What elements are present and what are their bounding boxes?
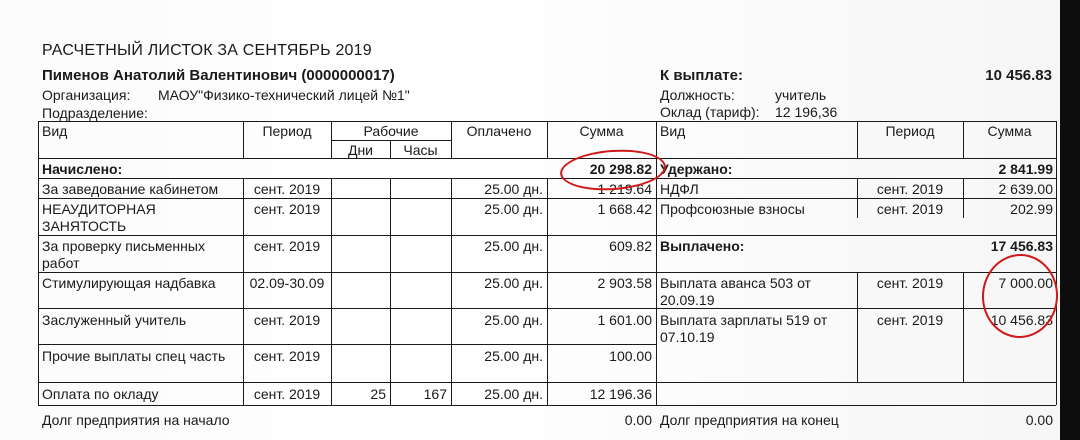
accrued-row-period: сент. 2019 [253,348,321,364]
accrued-row-sum: 1 668.42 [597,201,652,217]
accrued-total: 20 298.82 [589,161,652,177]
col-header-vid: Вид [42,123,68,139]
col-header-period-right: Период [885,123,935,139]
paid-out-row-vid-line2: 07.10.19 [660,329,715,345]
accrued-row-sum: 1 601.00 [597,312,652,328]
debt-start-value: 0.00 [624,412,652,428]
withheld-row-period: сент. 2019 [876,201,944,217]
accrued-row-paid: 25.00 дн. [484,348,543,364]
col-header-working: Рабочие [363,123,419,139]
accrued-row-paid: 25.00 дн. [484,386,543,402]
payslip-title: РАСЧЕТНЫЙ ЛИСТОК ЗА СЕНТЯБРЬ 2019 [42,42,372,59]
debt-start-label: Долг предприятия на начало [42,412,230,428]
col-header-sum-right: Сумма [987,123,1032,139]
col-header-period: Период [262,123,312,139]
accrued-row-vid: За заведование кабинетом [42,181,219,197]
organization-label: Организация: [42,87,131,103]
accrued-row-hours: 167 [423,386,447,402]
pay-amount-label: К выплате: [660,67,743,84]
paid-out-row-period: сент. 2019 [876,275,944,291]
col-header-paid: Оплачено [466,123,532,139]
paid-out-label: Выплачено: [660,238,745,254]
paid-out-total: 17 456.83 [990,238,1053,254]
accrued-row-vid: Заслуженный учитель [42,312,187,328]
withheld-row-sum: 2 639.00 [998,181,1053,197]
paid-out-row-sum: 7 000.00 [998,275,1053,291]
col-header-vid-right: Вид [660,123,686,139]
paid-out-row-sum: 10 456.83 [990,312,1053,328]
debt-end-label: Долг предприятия на конец [660,412,839,428]
withheld-row-vid: Профсоюзные взносы [660,201,805,217]
accrued-row-period: сент. 2019 [253,312,321,328]
accrued-row-period: сент. 2019 [253,201,321,217]
col-header-sum: Сумма [579,123,624,139]
position-value: учитель [775,87,827,103]
accrued-row-vid-line2: ЗАНЯТОСТЬ [42,218,127,234]
accrued-row-sum: 1 219.64 [597,181,652,197]
accrued-label: Начислено: [42,161,123,177]
employee-name: Пименов Анатолий Валентинович (0000000017) [42,67,395,84]
accrued-row-paid: 25.00 дн. [484,275,543,291]
accrued-row-days: 25 [370,386,386,402]
position-label: Должность: [660,87,735,103]
paid-out-row-vid-line2: 20.09.19 [660,292,715,308]
accrued-row-paid: 25.00 дн. [484,201,543,217]
paid-out-row-period: сент. 2019 [876,312,944,328]
accrued-row-period: сент. 2019 [253,238,321,254]
accrued-row-period: сент. 2019 [253,386,321,402]
paid-out-row-vid: Выплата аванса 503 от [660,275,811,291]
accrued-row-period: сент. 2019 [253,181,321,197]
accrued-row-paid: 25.00 дн. [484,181,543,197]
accrued-row-sum: 12 196.36 [589,386,652,402]
paid-out-row-vid: Выплата зарплаты 519 от [660,312,828,328]
organization-value: МАОУ"Физико-технический лицей №1" [158,87,410,103]
salary-value: 12 196,36 [775,104,838,120]
accrued-row-vid-line2: работ [42,255,80,271]
col-header-hours: Часы [403,142,438,158]
pay-amount-value: 10 456.83 [985,67,1052,84]
accrued-row-sum: 609.82 [609,238,652,254]
debt-end-value: 0.00 [1025,412,1053,428]
department-label: Подразделение: [42,105,148,121]
accrued-row-vid: Стимулирующая надбавка [42,275,216,291]
withheld-row-period: сент. 2019 [876,181,944,197]
accrued-row-paid: 25.00 дн. [484,238,543,254]
photo-edge-shadow [1060,0,1080,440]
accrued-row-vid: Оплата по окладу [42,386,159,402]
accrued-row-period: 02.09-30.09 [249,275,325,291]
accrued-row-vid: Прочие выплаты спец часть [42,348,226,364]
withheld-row-vid: НДФЛ [660,181,699,197]
withheld-label: Удержано: [660,161,733,177]
accrued-row-sum: 2 903.58 [597,275,652,291]
salary-label: Оклад (тариф): [660,104,760,120]
accrued-row-vid: За проверку письменных [42,238,205,254]
col-header-days: Дни [347,142,374,158]
accrued-row-vid: НЕАУДИТОРНАЯ [42,201,156,217]
accrued-row-sum: 100.00 [609,348,652,364]
withheld-row-sum: 202.99 [1010,201,1053,217]
withheld-total: 2 841.99 [998,161,1053,177]
accrued-row-paid: 25.00 дн. [484,312,543,328]
